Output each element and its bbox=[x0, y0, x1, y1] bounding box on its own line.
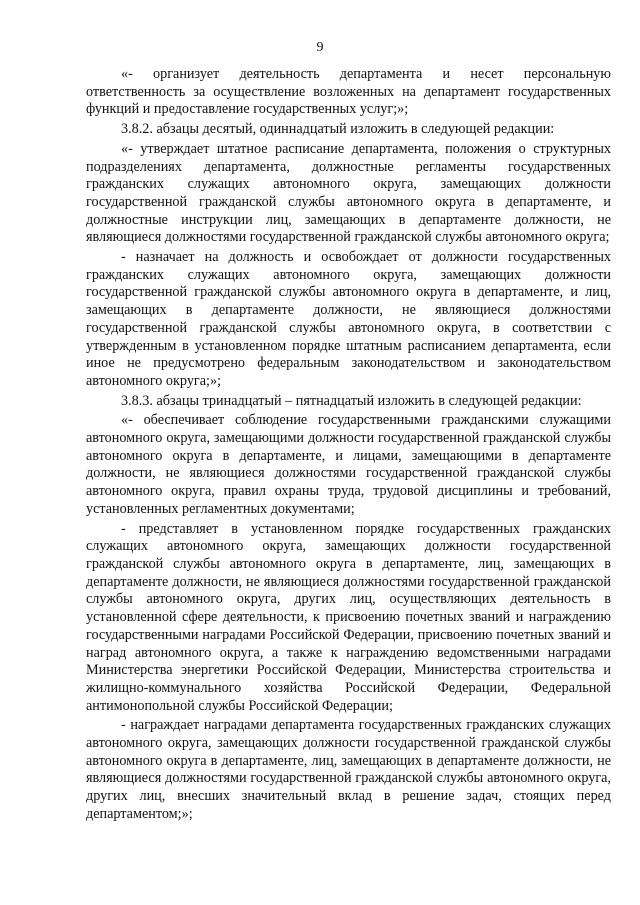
paragraph-heading: 3.8.3. абзацы тринадцатый – пятнадцатый изложить в следующей редакции: bbox=[121, 392, 582, 409]
page-number: 9 bbox=[316, 40, 324, 55]
paragraph: - награждает наградами департамента государственных гражданских служащих автономного округа, замещающих должности государственной гражданской службы автономного округа в департаменте, лиц, замещающих в департаменте должности, не являющиеся должностями государственной гражданской службы автономного округа, других лиц, внесших значительный вклад в решение задач, стоящих перед департаментом;»; bbox=[86, 717, 611, 822]
paragraph: - представляет в установленном порядке государственных гражданских служащих автономного округа, замещающих должности государственной гражданской службы автономного округа в департаменте, лиц, замещающих в департаменте должности, не являющиеся должностями государственной гражданской службы автономного округа, других лиц, осуществляющих деятельность в установленной сфере деятельности, к присвоению почетных званий и награждению государственными наградами Российской Федерации, присвоению почетных званий и наград автономного округа, а также к награждению ведомственными наградами Министерства энергетики Российской Федерации, Министерства строительства и жилищно-коммунального хозяйства Российской Федерации, Федеральной антимонопольной службы Российской Федерации; bbox=[86, 520, 611, 714]
paragraph: «- организует деятельность департамента и несет персональную ответственность за осуществление возложенных на департамент государственных функций и предоставление государственных услуг;»; bbox=[86, 66, 611, 118]
paragraph: «- утверждает штатное расписание департамента, положения о структурных подразделениях департамента, должностные регламенты государственных гражданских служащих автономного округа, замещающих должности государственной гражданской службы автономного округа в департаменте, и должностные инструкции лиц, замещающих в департаменте должности, не являющиеся должностями государственной гражданской службы автономного округа; bbox=[86, 140, 611, 246]
paragraph-heading: 3.8.2. абзацы десятый, одиннадцатый изложить в следующей редакции: bbox=[121, 121, 555, 138]
paragraph: - назначает на должность и освобождает от должности государственных гражданских служащих автономного округа, замещающих должности государственной гражданской службы автономного округа в департаменте, и лиц, замещающих в департаменте должности, не являющиеся должностями государственной гражданской службы автономного округа, в соответствии с утвержденным в установленном порядке штатным расписанием департамента, если иное не предусмотрено федеральным законодательством и законодательством автономного округа;»; bbox=[86, 249, 611, 389]
paragraph: «- обеспечивает соблюдение государственными гражданскими служащими автономного округа, замещающими должности государственной гражданской службы автономного округа в департаменте, и лицами, замещающими в департаменте должности, не являющиеся должностями государственной гражданской службы автономного округа, правил охраны труда, трудовой дисциплины и требований, установленных регламентных документами; bbox=[86, 412, 611, 517]
document-body bbox=[86, 66, 611, 824]
